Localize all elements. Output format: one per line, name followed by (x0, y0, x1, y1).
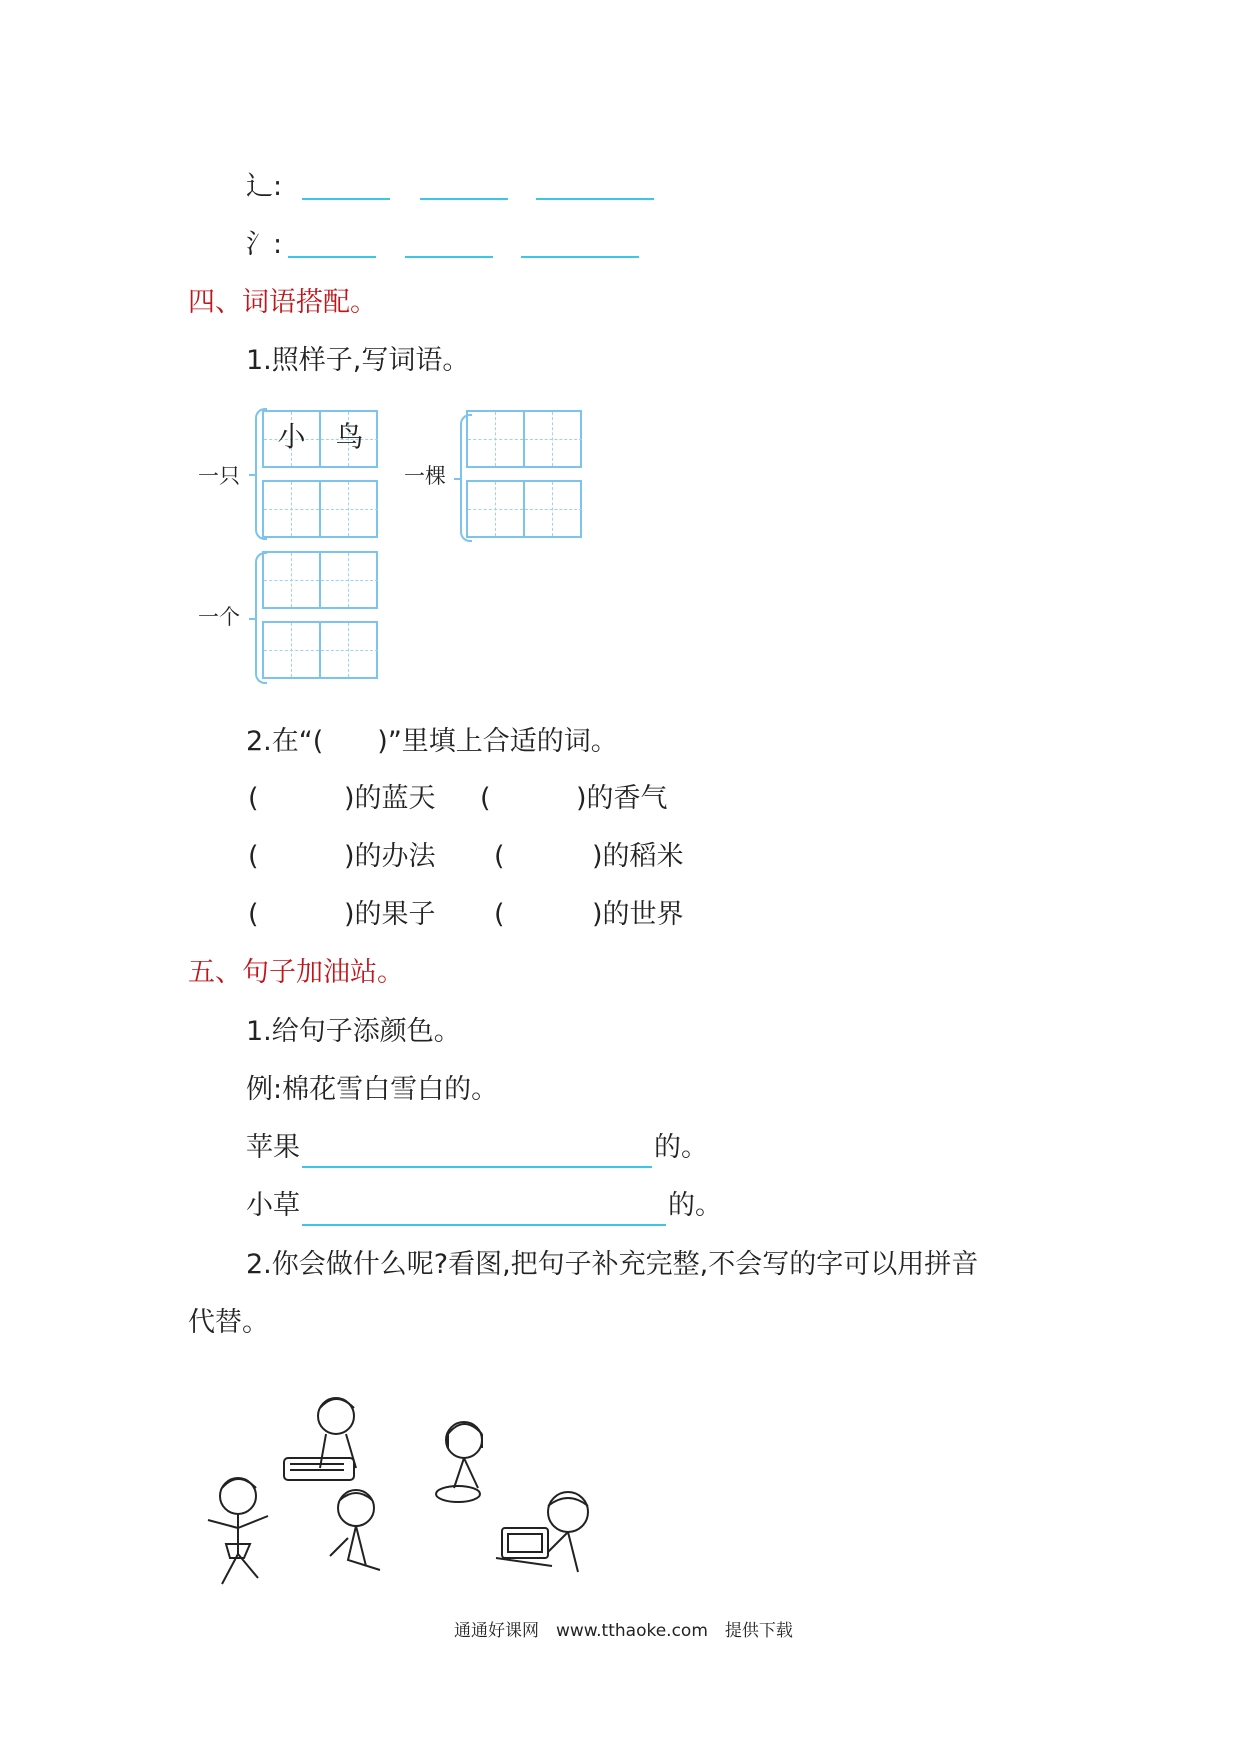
fill-open-paren: ( (494, 899, 505, 930)
section-4-heading: 四、词语搭配。 (188, 287, 377, 318)
fill-phrase: )的蓝天 (344, 783, 436, 814)
radical-label-water: 氵: (246, 229, 283, 260)
group-label-yike: 一棵 (404, 464, 446, 488)
sentence-end: 的。 (668, 1190, 722, 1221)
fill-phrase: )的办法 (344, 841, 436, 872)
question-5-1: 1.给句子添颜色。 (246, 1016, 461, 1047)
radical-label-chuo: 辶: (246, 171, 283, 202)
boy-sitting-figure (330, 1490, 380, 1570)
tian-grid-answer[interactable] (466, 480, 582, 538)
question-5-2-continued: 代替。 (188, 1307, 269, 1338)
sentence-blank[interactable] (302, 1224, 666, 1226)
tian-grid-example (262, 410, 378, 468)
girl-cooking-figure (436, 1422, 482, 1502)
fill-open-paren: ( (248, 783, 259, 814)
fill-phrase: )的香气 (576, 783, 668, 814)
sentence-end: 的。 (654, 1132, 708, 1163)
group-label-yizhi: 一只 (198, 464, 240, 488)
boy-computer-figure (496, 1492, 588, 1572)
example-char-1: 小 (277, 420, 306, 453)
answer-blank[interactable] (288, 256, 376, 258)
question-5-2: 2.你会做什么呢?看图,把句子补充完整,不会写的字可以用拼音 (246, 1249, 979, 1280)
children-activities-illustration (196, 1378, 616, 1618)
section-5-heading: 五、句子加油站。 (188, 957, 404, 988)
answer-blank[interactable] (420, 198, 508, 200)
fill-open-paren: ( (480, 783, 491, 814)
tian-grid-answer[interactable] (466, 410, 582, 468)
answer-blank[interactable] (521, 256, 639, 258)
footer-credit: 通通好课网 www.tthaoke.com 提供下载 (454, 1621, 793, 1641)
tian-grid-answer[interactable] (262, 551, 378, 609)
example-char-2: 鸟 (335, 420, 364, 453)
sentence-blank[interactable] (302, 1166, 652, 1168)
answer-blank[interactable] (302, 198, 390, 200)
sentence-start: 小草 (246, 1190, 300, 1221)
fill-phrase: )的稻米 (592, 841, 684, 872)
sentence-start: 苹果 (246, 1132, 300, 1163)
answer-blank[interactable] (536, 198, 654, 200)
girl-dancing-figure (208, 1478, 268, 1584)
tian-grid-answer[interactable] (262, 480, 378, 538)
answer-blank[interactable] (405, 256, 493, 258)
fill-open-paren: ( (248, 841, 259, 872)
question-4-1: 1.照样子,写词语。 (246, 345, 470, 376)
group-label-yige: 一个 (198, 605, 240, 629)
girl-washing-figure (284, 1398, 356, 1480)
example-sentence: 例:棉花雪白雪白的。 (246, 1074, 499, 1105)
fill-open-paren: ( (494, 841, 505, 872)
tian-grid-answer[interactable] (262, 621, 378, 679)
fill-open-paren: ( (248, 899, 259, 930)
fill-phrase: )的果子 (344, 899, 436, 930)
question-4-2: 2.在“( )”里填上合适的词。 (246, 726, 618, 757)
fill-phrase: )的世界 (592, 899, 684, 930)
